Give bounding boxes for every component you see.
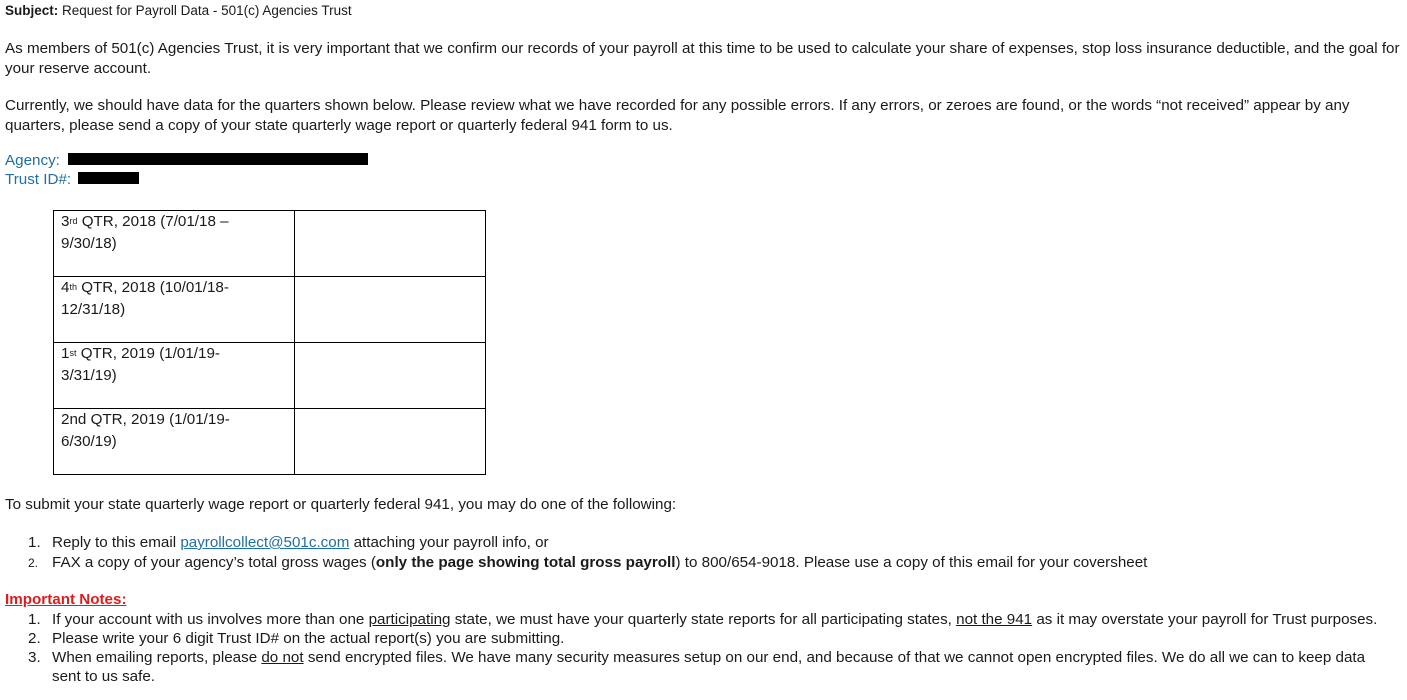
list-item: 1. Reply to this email payrollcollect@501c.com attaching your payroll info, or — [28, 534, 549, 551]
agency-redaction — [68, 153, 368, 165]
quarter-value — [295, 277, 486, 343]
subject-label: Subject: — [5, 3, 59, 18]
important-notes-heading: Important Notes: — [5, 591, 127, 608]
important-notes-list — [28, 610, 1398, 686]
intro-paragraph-2: Currently, we should have data for the quarters shown below. Please review what we have recorded for any possible errors. If any errors, or zeroes are found, or the words “not received” appear by any quarters, please send a copy of your state quarterly wage report or quarterly federal 941 form to us. — [5, 97, 1350, 134]
trust-id-label: Trust ID#: — [5, 171, 72, 188]
quarter-value — [295, 211, 486, 277]
quarter-label: 2nd QTR, 2019 (1/01/19- 6/30/19) — [54, 409, 295, 475]
email-subject — [5, 3, 352, 18]
table-row — [54, 343, 486, 409]
quarter-label: 3rd QTR, 2018 (7/01/18 – 9/30/18) — [54, 211, 295, 277]
table-row — [54, 277, 486, 343]
quarters-table — [53, 210, 486, 475]
submit-options-list — [28, 533, 1147, 573]
quarter-value — [295, 409, 486, 475]
trust-id-line — [5, 171, 139, 188]
list-item: 2. FAX a copy of your agency’s total gross wages (only the page showing total gross payroll) to 800/654-9018. Please use a copy of this email for your coversheet — [28, 554, 1148, 571]
agency-line — [5, 152, 368, 169]
subject-text: Request for Payroll Data - 501(c) Agencies Trust — [62, 3, 352, 18]
quarter-label: 4th QTR, 2018 (10/01/18- 12/31/18) — [54, 277, 295, 343]
table-row — [54, 211, 486, 277]
quarter-label: 1st QTR, 2019 (1/01/19- 3/31/19) — [54, 343, 295, 409]
table-row — [54, 409, 486, 475]
list-item: 2. Please write your 6 digit Trust ID# on the actual report(s) you are submitting. — [28, 630, 565, 647]
trust-id-redaction — [78, 172, 139, 184]
quarter-value — [295, 343, 486, 409]
intro-paragraph-1: As members of 501(c) Agencies Trust, it is very important that we confirm our records of your payroll at this time to be used to calculate your share of expenses, stop loss insurance deductible, and the goal for your reserve account. — [5, 40, 1400, 77]
list-item: 3. When emailing reports, please do not send encrypted files. We have many security measures setup on our end, and because of that we cannot open encrypted files. We do all we can to keep data sent to us safe. — [28, 649, 1366, 685]
list-item: 1. If your account with us involves more than one participating state, we must have your quarterly state reports for all participating states, not the 941 as it may overstate your payroll for Trust purposes. — [28, 611, 1378, 628]
submit-instructions: To submit your state quarterly wage report or quarterly federal 941, you may do one of the following: — [5, 496, 677, 513]
agency-label: Agency: — [5, 152, 60, 169]
payroll-email-link[interactable]: payrollcollect@501c.com — [180, 534, 350, 551]
